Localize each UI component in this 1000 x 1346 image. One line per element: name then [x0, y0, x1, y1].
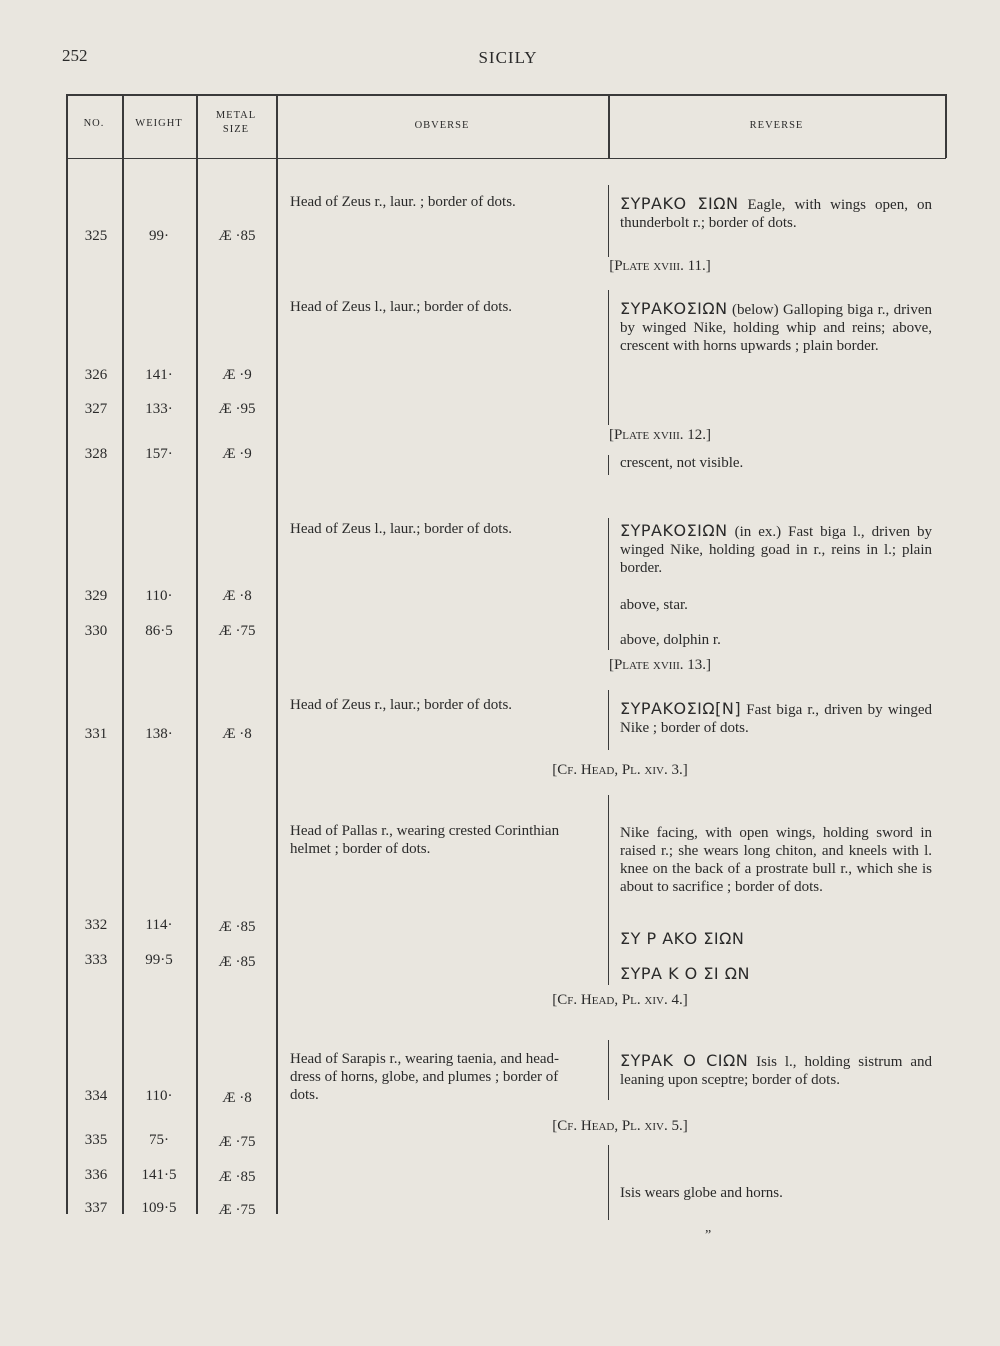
reverse-description	[620, 522, 932, 577]
obverse-description: Head of Zeus l., laur.; border of dots.	[290, 521, 513, 537]
group-bar	[608, 1040, 609, 1100]
plate-reference: [Plate xviii. 13.]	[608, 657, 712, 673]
coin-number: 337	[84, 1200, 108, 1216]
variant-note: above, dolphin r.	[620, 632, 721, 648]
coin-number: 332	[84, 917, 108, 933]
coin-metal-size: Æ ·95	[218, 401, 256, 417]
reverse-description	[620, 300, 932, 355]
reverse-legend: ΣΥΡΑΚ Ο CΙΩΝ	[620, 1051, 749, 1070]
reverse-text: (below) Galloping biga r., driven by winged Nike, holding whip and reins; above, crescent with horns upwards ; plain border.	[620, 302, 932, 354]
group-bar	[608, 455, 609, 475]
reverse-legend: ΣΥΡΑΚΟ ΣΙΩΝ	[620, 194, 739, 213]
coin-metal-size: Æ ·75	[218, 623, 256, 639]
coin-metal-size: Æ ·9	[222, 446, 252, 462]
coin-metal-size: Æ ·85	[218, 1169, 256, 1185]
coin-metal-size: Æ ·85	[218, 919, 256, 935]
reverse-text: Isis l., holding sistrum and leaning upon sceptre; border of dots.	[620, 1054, 933, 1088]
coin-weight: 109·5	[141, 1200, 177, 1216]
plate-reference: [Plate xviii. 11.]	[609, 258, 711, 274]
coin-weight: 157·	[145, 446, 173, 462]
group-bar	[608, 690, 609, 750]
coin-number: 330	[84, 623, 108, 639]
coin-weight: 110·	[145, 588, 173, 604]
col-divider-2	[196, 94, 198, 1214]
coin-weight: 86·5	[145, 623, 173, 639]
obverse-description: Head of Zeus r., laur. ; border of dots.	[290, 194, 516, 210]
coin-metal-size: Æ ·8	[222, 1090, 252, 1106]
reverse-description	[620, 700, 932, 737]
col-head-weight: WEIGHT	[135, 118, 183, 129]
col-divider-left	[66, 94, 68, 1214]
reverse-text: (in ex.) Fast biga l., driven by winged Nike, holding goad in r., reins in l.; plain border.	[620, 524, 933, 576]
plate-reference: [Cf. Head, Pl. xiv. 3.]	[552, 762, 688, 778]
group-bar	[608, 185, 609, 257]
group-bar	[608, 518, 609, 650]
reverse-description: Nike facing, with open wings, holding sword in raised r.; she wears long chiton, and kneels with l. knee on the back of a prostrate bull r., which she is about to sacrifice ; border of dots.	[620, 825, 932, 895]
coin-number: 335	[84, 1132, 108, 1148]
plate-reference: [Plate xviii. 12.]	[608, 427, 712, 443]
coin-number: 325	[84, 228, 108, 244]
coin-weight: 141·5	[141, 1167, 177, 1183]
coin-number: 327	[84, 401, 108, 417]
col-divider-right	[945, 94, 947, 158]
coin-number: 331	[84, 726, 108, 742]
col-divider-3	[276, 94, 278, 1214]
col-head-metal-size: METAL SIZE	[215, 110, 257, 135]
coin-weight: 114·	[145, 917, 173, 933]
coin-number: 334	[84, 1088, 108, 1104]
obverse-description: Head of Sarapis r., wearing taenia, and head-dress of horns, globe, and plumes ; border of dots.	[290, 1051, 560, 1103]
coin-weight: 110·	[145, 1088, 173, 1104]
coin-number: 329	[84, 588, 108, 604]
group-bar	[608, 1145, 609, 1220]
coin-weight: 99·	[149, 228, 169, 244]
reverse-legend: ΣΥΡΑΚΟΣΙΩΝ	[620, 299, 728, 318]
group-bar	[608, 290, 609, 425]
coin-weight: 138·	[145, 726, 173, 742]
plate-reference: [Cf. Head, Pl. xiv. 4.]	[552, 992, 688, 1008]
obverse-description: Head of Pallas r., wearing crested Corinthian helmet ; border of dots.	[290, 823, 560, 857]
col-head-no: NO.	[83, 118, 105, 129]
obverse-description: Head of Zeus r., laur.; border of dots.	[290, 697, 513, 713]
variant-note: above, star.	[620, 597, 688, 613]
coin-metal-size: Æ ·9	[222, 367, 252, 383]
coin-metal-size: Æ ·75	[218, 1202, 256, 1218]
plate-reference: [Cf. Head, Pl. xiv. 5.]	[552, 1118, 688, 1134]
col-divider-1	[122, 94, 124, 1214]
coin-metal-size: Æ ·8	[222, 726, 252, 742]
coin-weight: 141·	[145, 367, 173, 383]
page-number: 252	[62, 46, 88, 65]
coin-number: 326	[84, 367, 108, 383]
group-bar	[608, 795, 609, 985]
coin-metal-size: Æ ·75	[218, 1134, 256, 1150]
reverse-legend: ΣΥΡΑΚΟΣΙΩΝ	[620, 521, 728, 540]
reverse-text: Eagle, with wings open, on thunderbolt r.; border of dots.	[620, 197, 933, 231]
reverse-text: Fast biga r., driven by winged Nike ; border of dots.	[620, 702, 932, 736]
running-head: SICILY	[478, 48, 538, 67]
reverse-legend: ΣΥ Ρ ΑΚΟ ΣΙΩΝ	[620, 929, 745, 948]
coin-number: 328	[84, 446, 108, 462]
coin-number: 336	[84, 1167, 108, 1183]
ditto-mark: ”	[705, 1228, 712, 1243]
coin-weight: 75·	[149, 1132, 169, 1148]
coin-weight: 133·	[145, 401, 173, 417]
col-head-reverse: REVERSE	[749, 120, 804, 131]
table-top-rule	[66, 94, 946, 96]
reverse-legend: ΣΥΡΑ Κ Ο ΣΙ ΩΝ	[620, 964, 750, 983]
coin-metal-size: Æ ·8	[222, 588, 252, 604]
header-rule	[66, 158, 946, 159]
reverse-description	[620, 1052, 932, 1089]
coin-number: 333	[84, 952, 108, 968]
variant-note: Isis wears globe and horns.	[620, 1185, 783, 1201]
reverse-legend: ΣΥΡΑΚΟΣΙΩ[Ν]	[620, 699, 742, 718]
coin-weight: 99·5	[145, 952, 173, 968]
coin-metal-size: Æ ·85	[218, 954, 256, 970]
col-head-obverse: OBVERSE	[414, 120, 470, 131]
coin-metal-size: Æ ·85	[218, 228, 256, 244]
obverse-description: Head of Zeus l., laur.; border of dots.	[290, 299, 513, 315]
variant-note: crescent, not visible.	[620, 455, 744, 471]
reverse-description	[620, 195, 932, 232]
